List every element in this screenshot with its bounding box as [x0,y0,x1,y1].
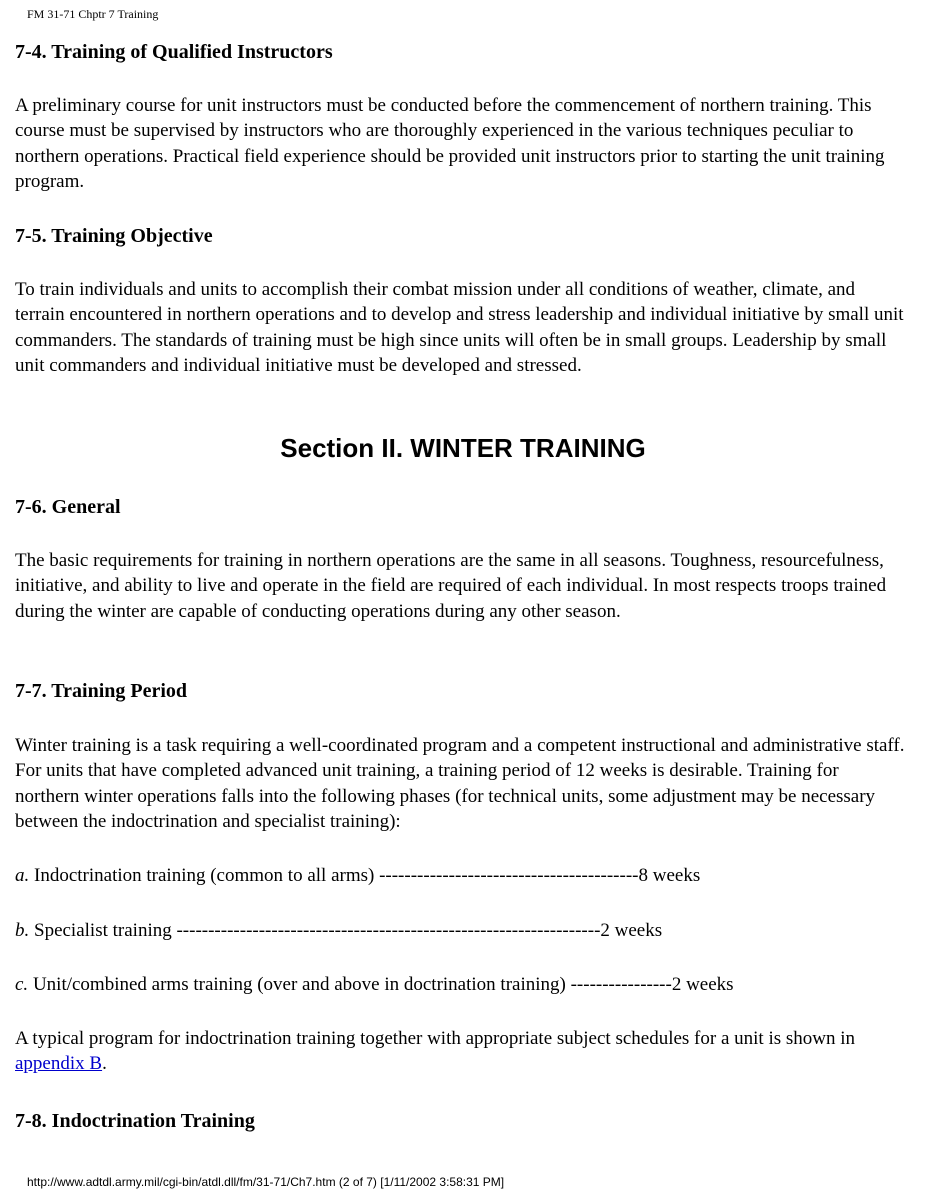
phase-item-c [15,972,734,997]
paragraph-7-4: A preliminary course for unit instructors must be conducted before the commencement of northern training. This course must be supervised by instructors who are thoroughly experienced in the various techniques peculiar to northern operations. Practical field experience should be provided unit instructors prior to starting the unit training program. [15,95,885,193]
heading-7-4: 7-4. Training of Qualified Instructors [15,41,333,63]
heading-7-7: 7-7. Training Period [15,680,188,702]
phase-text: Indoctrination training (common to all arms) -----------------------------------------8 weeks [29,865,701,886]
paragraph-7-6: The basic requirements for training in northern operations are the same in all seasons. Toughness, resourcefulness, initiative, and ability to live and operate in the field are required of each individual. In most respects troops trained during the winter are capable of conducting operations during any other season. [15,550,887,622]
appendix-text-end: . [102,1053,107,1075]
phase-letter: b. [15,920,30,941]
phase-text: Specialist training -------------------------------------------------------------------2 weeks [29,920,663,941]
appendix-b-link[interactable]: appendix B [15,1053,103,1075]
appendix-text: A typical program for indoctrination training together with appropriate subject schedules for a unit is shown in [15,1028,856,1049]
page-header: FM 31-71 Chptr 7 Training [27,7,159,21]
phase-letter: c. [15,974,29,995]
heading-7-8: 7-8. Indoctrination Training [15,1110,255,1132]
section-title: Section II. WINTER TRAINING [280,433,646,463]
phase-item-a [15,863,700,888]
phase-item-b [15,918,662,943]
paragraph-7-7: Winter training is a task requiring a well-coordinated program and a competent instructional and administrative staff. For units that have completed advanced unit training, a training period of 12 weeks is desirable. Training for northern winter operations falls into the following phases (for technical units, some adjustment may be necessary between the indoctrination and specialist training): [15,735,905,833]
paragraph-7-5: To train individuals and units to accomplish their combat mission under all conditions of weather, climate, and terrain encountered in northern operations and to develop and stress leadership and individual initiative by small unit commanders. The standards of training must be high since units will often be in small groups. Leadership by small unit commanders and individual initiative must be developed and stressed. [15,279,904,377]
phase-text: Unit/combined arms training (over and above in doctrination training) ----------------2 weeks [28,974,734,995]
page-footer-url: http://www.adtdl.army.mil/cgi-bin/atdl.dll/fm/31-71/Ch7.htm (2 of 7) [1/11/2002 3:58:31 PM] [27,1175,505,1189]
phase-letter: a. [15,865,30,886]
heading-7-6: 7-6. General [15,496,121,518]
appendix-paragraph [15,1026,905,1077]
heading-7-5: 7-5. Training Objective [15,225,213,247]
